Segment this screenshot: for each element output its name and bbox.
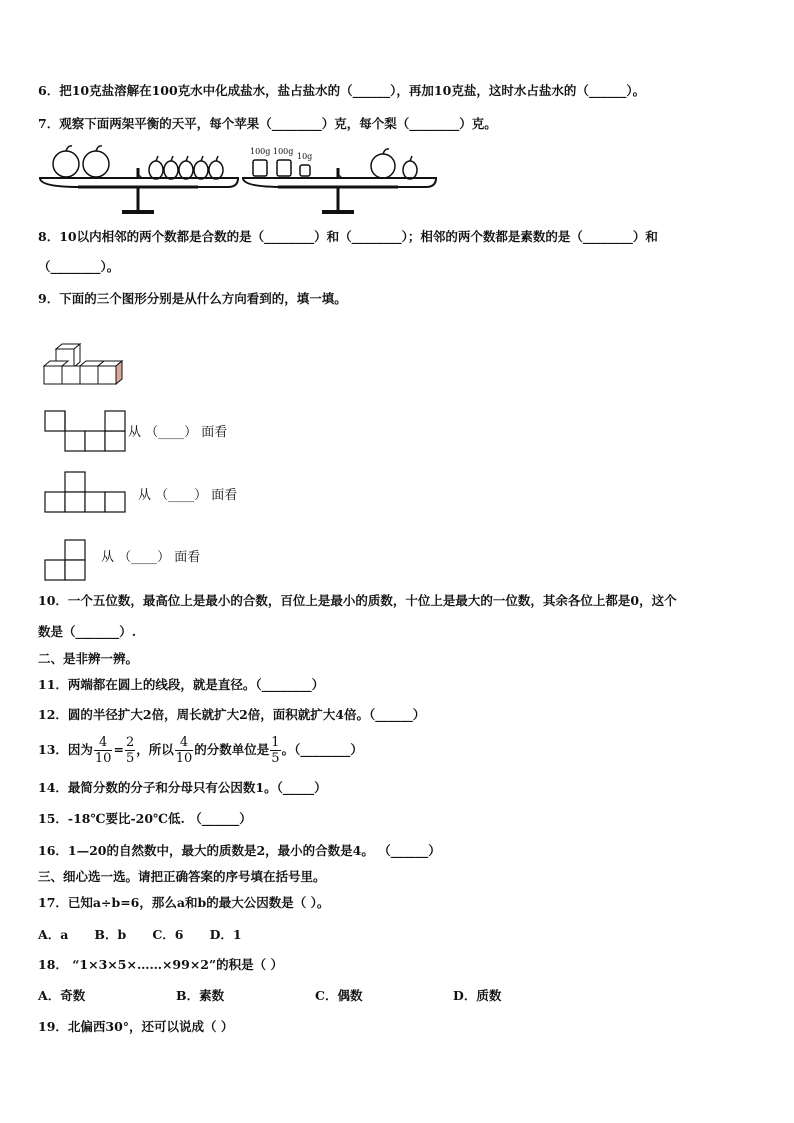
- question-17-options: A．a B．b C．6 D．1: [38, 927, 242, 942]
- fraction-2-5: $\frac{2}{5}$: [125, 735, 135, 766]
- balance-right: [243, 149, 436, 212]
- balance-left: [40, 146, 238, 212]
- question-8-line2: （________）。: [38, 259, 120, 274]
- apple-icon: [53, 151, 79, 177]
- q13-prefix: 13．因为: [38, 742, 93, 757]
- question-6: 6．把10克盐溶解在100克水中化成盐水，盐占盐水的（______），再加10克盐，这时水占盐水的（______）。: [38, 83, 646, 98]
- weight-label: 10g: [297, 152, 313, 161]
- question-18-option-a: A．奇数: [38, 988, 86, 1003]
- question-13: 13．因为 $\frac{4}{10}$ = $\frac{2}{5}$ ，所以 $\frac{4}{10}$ 的分数单位是 $\frac{1}{5}$ 。（________）: [38, 735, 363, 766]
- weight-icon: [253, 160, 267, 176]
- pear-icon: [194, 161, 208, 179]
- question-18-option-d: D．质数: [453, 988, 502, 1003]
- question-19: 19．北偏西30°，还可以说成（ ）: [38, 1019, 234, 1034]
- question-18-option-b: B．素数: [176, 988, 225, 1003]
- pear-icon: [164, 161, 178, 179]
- pear-icon: [209, 161, 223, 179]
- view-1-figure: [44, 410, 126, 452]
- question-11: 11．两端都在圆上的线段，就是直径。（________）: [38, 677, 325, 692]
- view-3-label: 从 （____） 面看: [101, 550, 201, 565]
- view-3-figure: [44, 539, 86, 581]
- question-12: 12．圆的半径扩大2倍，周长就扩大2倍，面积就扩大4倍。（______）: [38, 707, 426, 722]
- question-17: 17．已知a÷b=6，那么a和b的最大公因数是（ ）。: [38, 895, 330, 910]
- apple-icon: [371, 154, 395, 178]
- weight-label: 100g: [250, 147, 271, 156]
- question-15: 15．-18℃要比-20℃低. （______）: [38, 811, 252, 826]
- question-16: 16．1—20的自然数中，最大的质数是2，最小的合数是4。 （______）: [38, 843, 441, 858]
- pear-icon: [149, 161, 163, 179]
- weight-icon: [300, 165, 310, 176]
- question-10-line2: 数是（_______）.: [38, 624, 137, 639]
- question-14: 14．最简分数的分子和分母只有公因数1。（_____）: [38, 780, 327, 795]
- question-9: 9．下面的三个图形分别是从什么方向看到的，填一填。: [38, 291, 347, 306]
- apple-icon: [83, 151, 109, 177]
- fraction-1-5: $\frac{1}{5}$: [271, 735, 280, 766]
- view-2-figure: [44, 471, 126, 513]
- question-10-line1: 10．一个五位数，最高位上是最小的合数，百位上是最小的质数，十位上是最大的一位数，其余各位上都是0，这个: [38, 593, 677, 608]
- weight-label: 100g: [273, 147, 294, 156]
- question-8-line1: 8．10以内相邻的两个数都是合数的是（________）和（________）；相邻的两个数都是素数的是（________）和: [38, 229, 658, 244]
- question-18-option-c: C．偶数: [315, 988, 363, 1003]
- balance-scales-figure: [38, 140, 438, 218]
- view-1-label: 从 （____） 面看: [128, 425, 228, 440]
- section-3-heading: 三、细心选一选。请把正确答案的序号填在括号里。: [38, 869, 326, 884]
- question-18: 18． “1×3×5×……×99×2”的积是（ ）: [38, 957, 284, 972]
- fraction-4-10: $\frac{4}{10}$: [175, 735, 193, 766]
- pear-icon: [179, 161, 193, 179]
- question-7: 7．观察下面两架平衡的天平，每个苹果（________）克，每个梨（________）克。: [38, 116, 497, 131]
- section-2-heading: 二、是非辨一辨。: [38, 651, 139, 666]
- fraction-4-10: $\frac{4}{10}$: [94, 735, 112, 766]
- view-2-label: 从 （____） 面看: [138, 488, 238, 503]
- weight-icon: [277, 160, 291, 176]
- pear-icon: [403, 161, 417, 179]
- cube-stack-figure: [42, 343, 132, 388]
